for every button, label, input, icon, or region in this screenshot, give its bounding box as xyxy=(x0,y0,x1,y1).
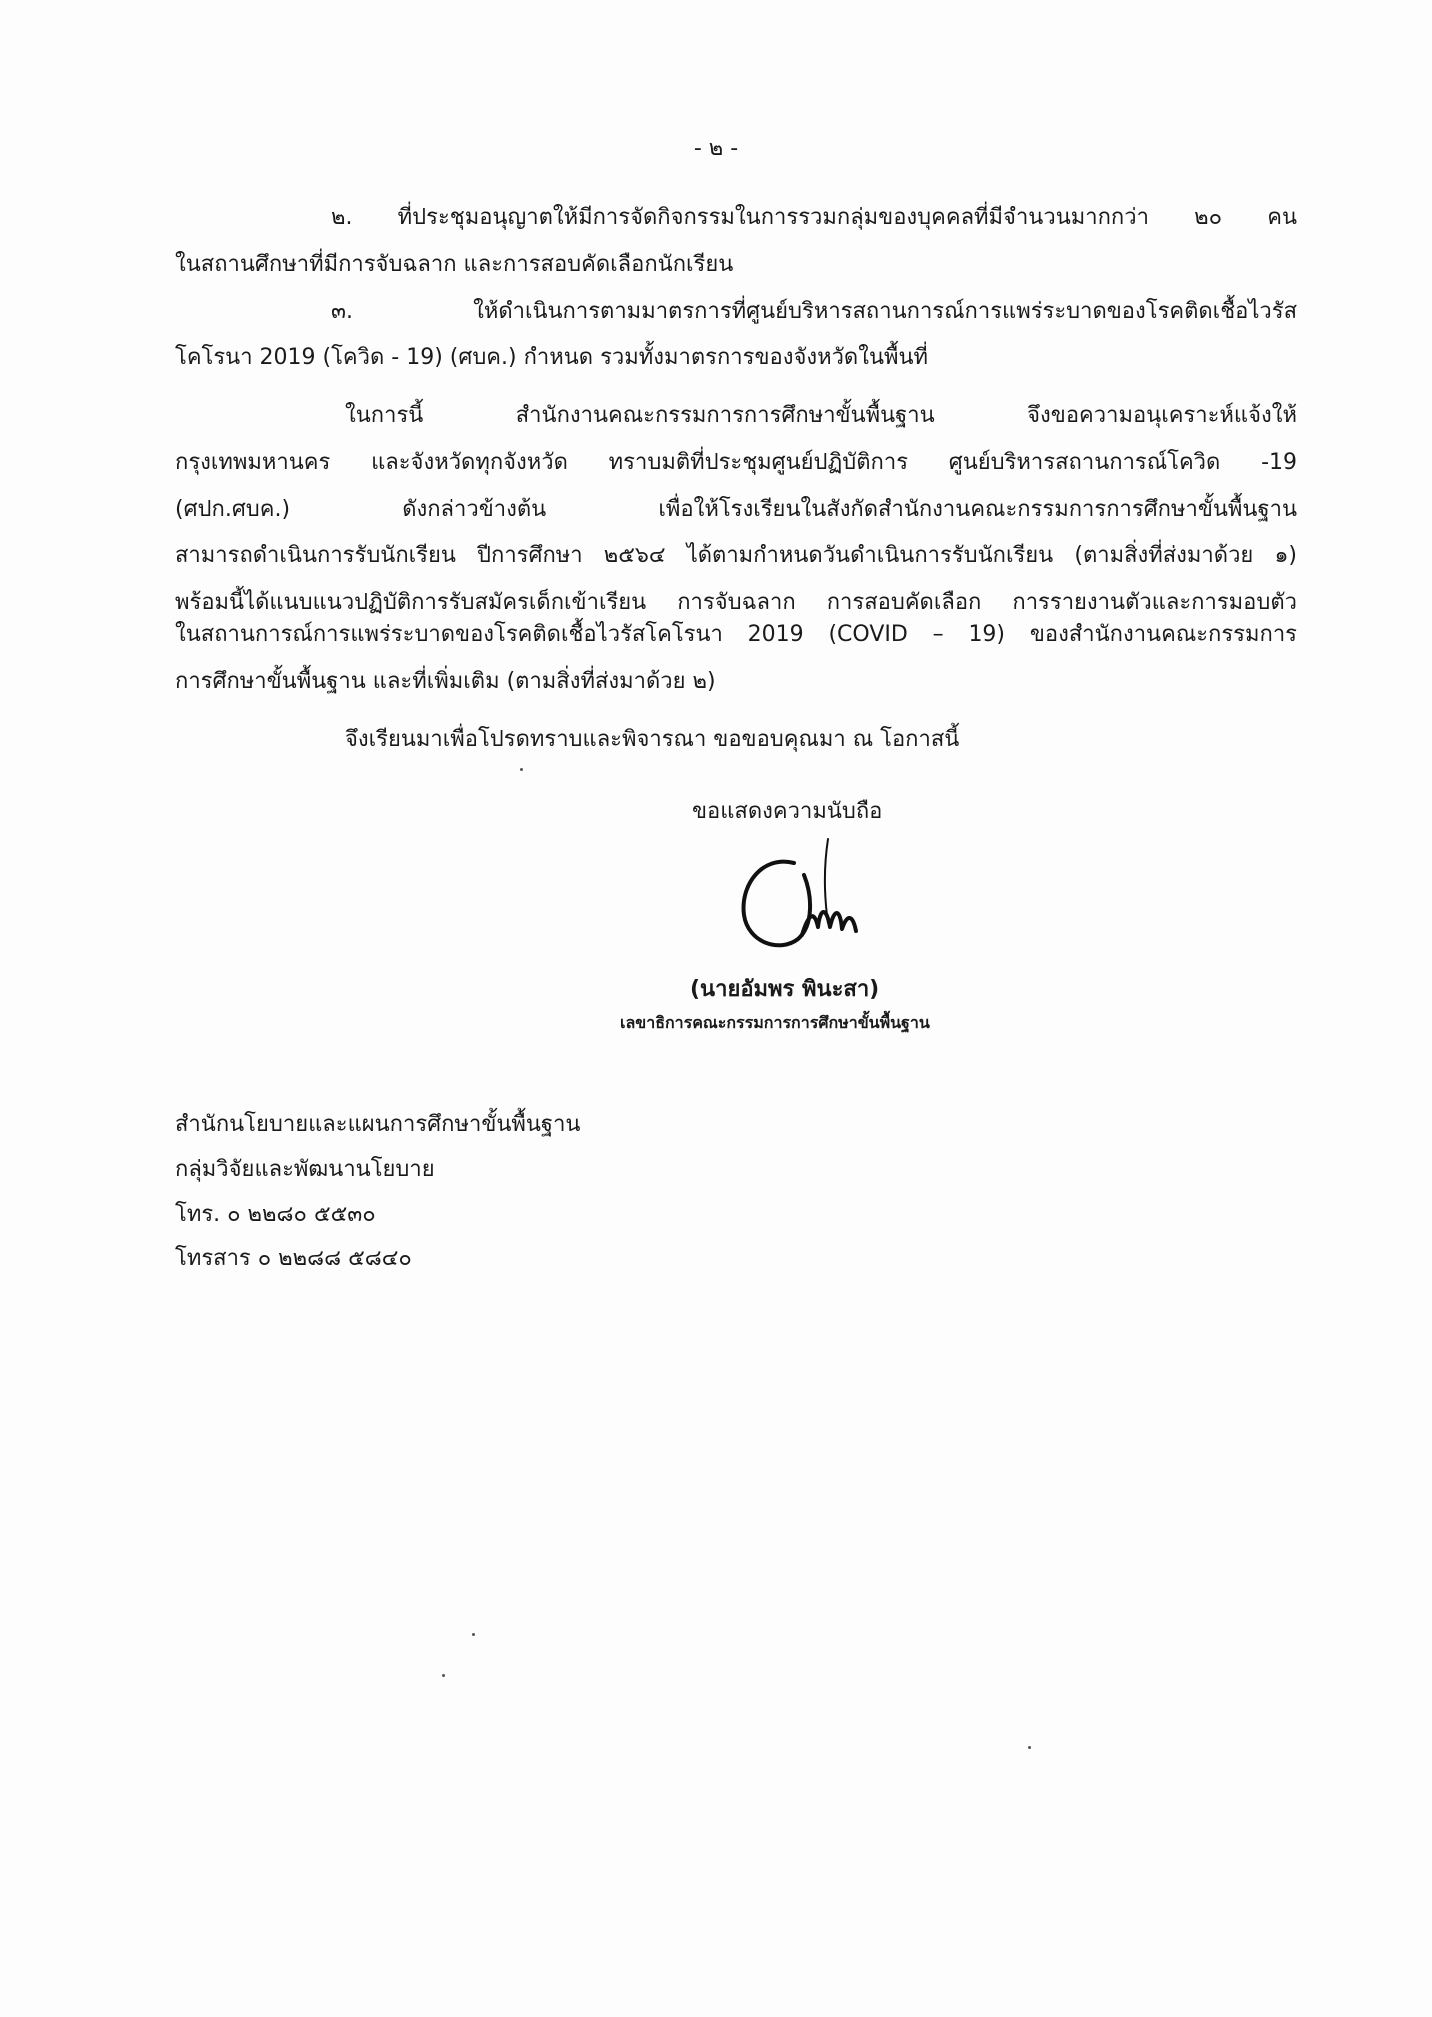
scan-speck xyxy=(1028,1746,1031,1749)
paragraph-line-5: พร้อมนี้ได้แนบแนวปฏิบัติการรับสมัครเด็กเข้าเรียน การจับฉลาก การสอบคัดเลือก การรายงานตัวและการมอบตัว xyxy=(175,590,1297,615)
regards-line: ขอแสดงความนับถือ xyxy=(692,799,883,824)
footer-fax: โทรสาร ๐ ๒๒๘๘ ๕๘๔๐ xyxy=(175,1246,412,1271)
footer-office: สำนักนโยบายและแผนการศึกษาขั้นพื้นฐาน xyxy=(175,1112,581,1137)
item-2-line-2: ในสถานศึกษาที่มีการจับฉลาก และการสอบคัดเลือกนักเรียน xyxy=(175,252,734,277)
item-3-line-1: ๓. ให้ดำเนินการตามมาตรการที่ศูนย์บริหารสถานการณ์การแพร่ระบาดของโรคติดเชื้อไวรัส xyxy=(331,299,1297,324)
paragraph-line-7: การศึกษาขั้นพื้นฐาน และที่เพิ่มเติม (ตามสิ่งที่ส่งมาด้วย ๒) xyxy=(175,669,716,694)
paragraph-line-2: กรุงเทพมหานคร และจังหวัดทุกจังหวัด ทราบมติที่ประชุมศูนย์ปฏิบัติการ ศูนย์บริหารสถานการณ์โควิด -19 xyxy=(175,450,1297,475)
paragraph-line-3: (ศปก.ศบค.) ดังกล่าวข้างต้น เพื่อให้โรงเรียนในสังกัดสำนักงานคณะกรรมการการศึกษาขั้นพื้นฐาน xyxy=(175,497,1297,522)
paragraph-line-4: สามารถดำเนินการรับนักเรียน ปีการศึกษา ๒๕๖๔ ได้ตามกำหนดวันดำเนินการรับนักเรียน (ตามสิ่งที่ส่งมาด้วย ๑) xyxy=(175,543,1297,568)
item-3-line-2: โคโรนา 2019 (โควิด - 19) (ศบค.) กำหนด รวมทั้งมาตรการของจังหวัดในพื้นที่ xyxy=(175,345,929,370)
footer-phone: โทร. ๐ ๒๒๘๐ ๕๕๓๐ xyxy=(175,1202,376,1227)
scan-speck xyxy=(520,768,523,771)
signatory-title: เลขาธิการคณะกรรมการการศึกษาขั้นพื้นฐาน xyxy=(620,1013,930,1032)
item-2-line-1: ๒. ที่ประชุมอนุญาตให้มีการจัดกิจกรรมในการรวมกลุ่มของบุคคลที่มีจำนวนมากกว่า ๒๐ คน xyxy=(331,205,1297,230)
signatory-name: (นายอัมพร พินะสา) xyxy=(690,977,880,1002)
paragraph-line-1: ในการนี้ สำนักงานคณะกรรมการการศึกษาขั้นพื้นฐาน จึงขอความอนุเคราะห์แจ้งให้ xyxy=(345,403,1297,428)
page-number: - ๒ - xyxy=(693,136,739,161)
paragraph-line-6: ในสถานการณ์การแพร่ระบาดของโรคติดเชื้อไวรัสโคโรนา 2019 (COVID – 19) ของสำนักงานคณะกรรมการ xyxy=(175,622,1297,647)
footer-group: กลุ่มวิจัยและพัฒนานโยบาย xyxy=(175,1157,435,1182)
closing-line: จึงเรียนมาเพื่อโปรดทราบและพิจารณา ขอขอบคุณมา ณ โอกาสนี้ xyxy=(345,727,960,752)
signature-image xyxy=(732,835,882,965)
scan-speck xyxy=(472,1633,475,1636)
scan-speck xyxy=(442,1674,445,1677)
